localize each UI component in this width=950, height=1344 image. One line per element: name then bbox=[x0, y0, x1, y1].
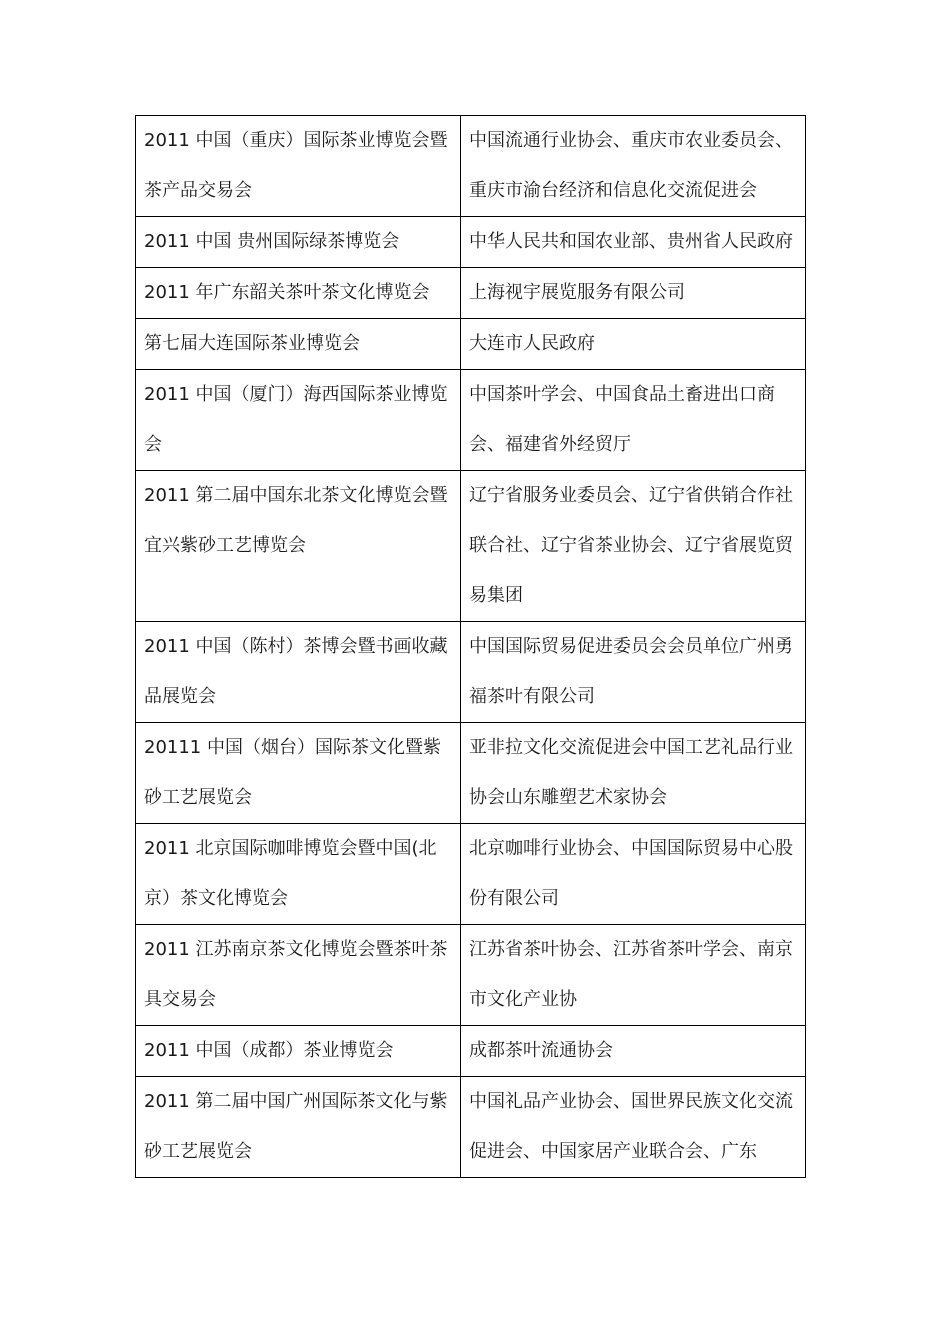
organizer-cell: 上海视宇展览服务有限公司 bbox=[461, 268, 806, 319]
event-name-cell: 2011 江苏南京茶文化博览会暨茶叶茶具交易会 bbox=[136, 925, 461, 1026]
event-name-cell: 20111 中国（烟台）国际茶文化暨紫砂工艺展览会 bbox=[136, 723, 461, 824]
table-row bbox=[136, 1077, 806, 1178]
table-row bbox=[136, 622, 806, 723]
table-row bbox=[136, 268, 806, 319]
organizer-cell: 北京咖啡行业协会、中国国际贸易中心股份有限公司 bbox=[461, 824, 806, 925]
event-name-cell: 2011 中国 贵州国际绿茶博览会 bbox=[136, 217, 461, 268]
organizer-cell: 亚非拉文化交流促进会中国工艺礼品行业协会山东雕塑艺术家协会 bbox=[461, 723, 806, 824]
organizer-cell: 辽宁省服务业委员会、辽宁省供销合作社联合社、辽宁省茶业协会、辽宁省展览贸易集团 bbox=[461, 471, 806, 622]
table-row bbox=[136, 1026, 806, 1077]
event-name-cell: 第七届大连国际茶业博览会 bbox=[136, 319, 461, 370]
organizer-cell: 大连市人民政府 bbox=[461, 319, 806, 370]
event-name-cell: 2011 第二届中国广州国际茶文化与紫砂工艺展览会 bbox=[136, 1077, 461, 1178]
organizer-cell: 中国礼品产业协会、国世界民族文化交流促进会、中国家居产业联合会、广东 bbox=[461, 1077, 806, 1178]
expo-organizer-table bbox=[135, 115, 806, 1178]
organizer-cell: 江苏省茶叶协会、江苏省茶叶学会、南京市文化产业协 bbox=[461, 925, 806, 1026]
table-row bbox=[136, 723, 806, 824]
event-name-cell: 2011 第二届中国东北茶文化博览会暨宜兴紫砂工艺博览会 bbox=[136, 471, 461, 622]
event-name-cell: 2011 中国（成都）茶业博览会 bbox=[136, 1026, 461, 1077]
organizer-cell: 成都茶叶流通协会 bbox=[461, 1026, 806, 1077]
event-name-cell: 2011 北京国际咖啡博览会暨中国(北京）茶文化博览会 bbox=[136, 824, 461, 925]
event-name-cell: 2011 年广东韶关茶叶茶文化博览会 bbox=[136, 268, 461, 319]
organizer-cell: 中国茶叶学会、中国食品土畜进出口商会、福建省外经贸厅 bbox=[461, 370, 806, 471]
table-row bbox=[136, 925, 806, 1026]
table-row bbox=[136, 824, 806, 925]
organizer-cell: 中华人民共和国农业部、贵州省人民政府 bbox=[461, 217, 806, 268]
event-name-cell: 2011 中国（厦门）海西国际茶业博览会 bbox=[136, 370, 461, 471]
organizer-cell: 中国流通行业协会、重庆市农业委员会、重庆市渝台经济和信息化交流促进会 bbox=[461, 116, 806, 217]
event-name-cell: 2011 中国（重庆）国际茶业博览会暨茶产品交易会 bbox=[136, 116, 461, 217]
table-row bbox=[136, 217, 806, 268]
organizer-cell: 中国国际贸易促进委员会会员单位广州勇福茶叶有限公司 bbox=[461, 622, 806, 723]
event-name-cell: 2011 中国（陈村）茶博会暨书画收藏品展览会 bbox=[136, 622, 461, 723]
table-row bbox=[136, 319, 806, 370]
table-row bbox=[136, 116, 806, 217]
table-row bbox=[136, 370, 806, 471]
table-row bbox=[136, 471, 806, 622]
